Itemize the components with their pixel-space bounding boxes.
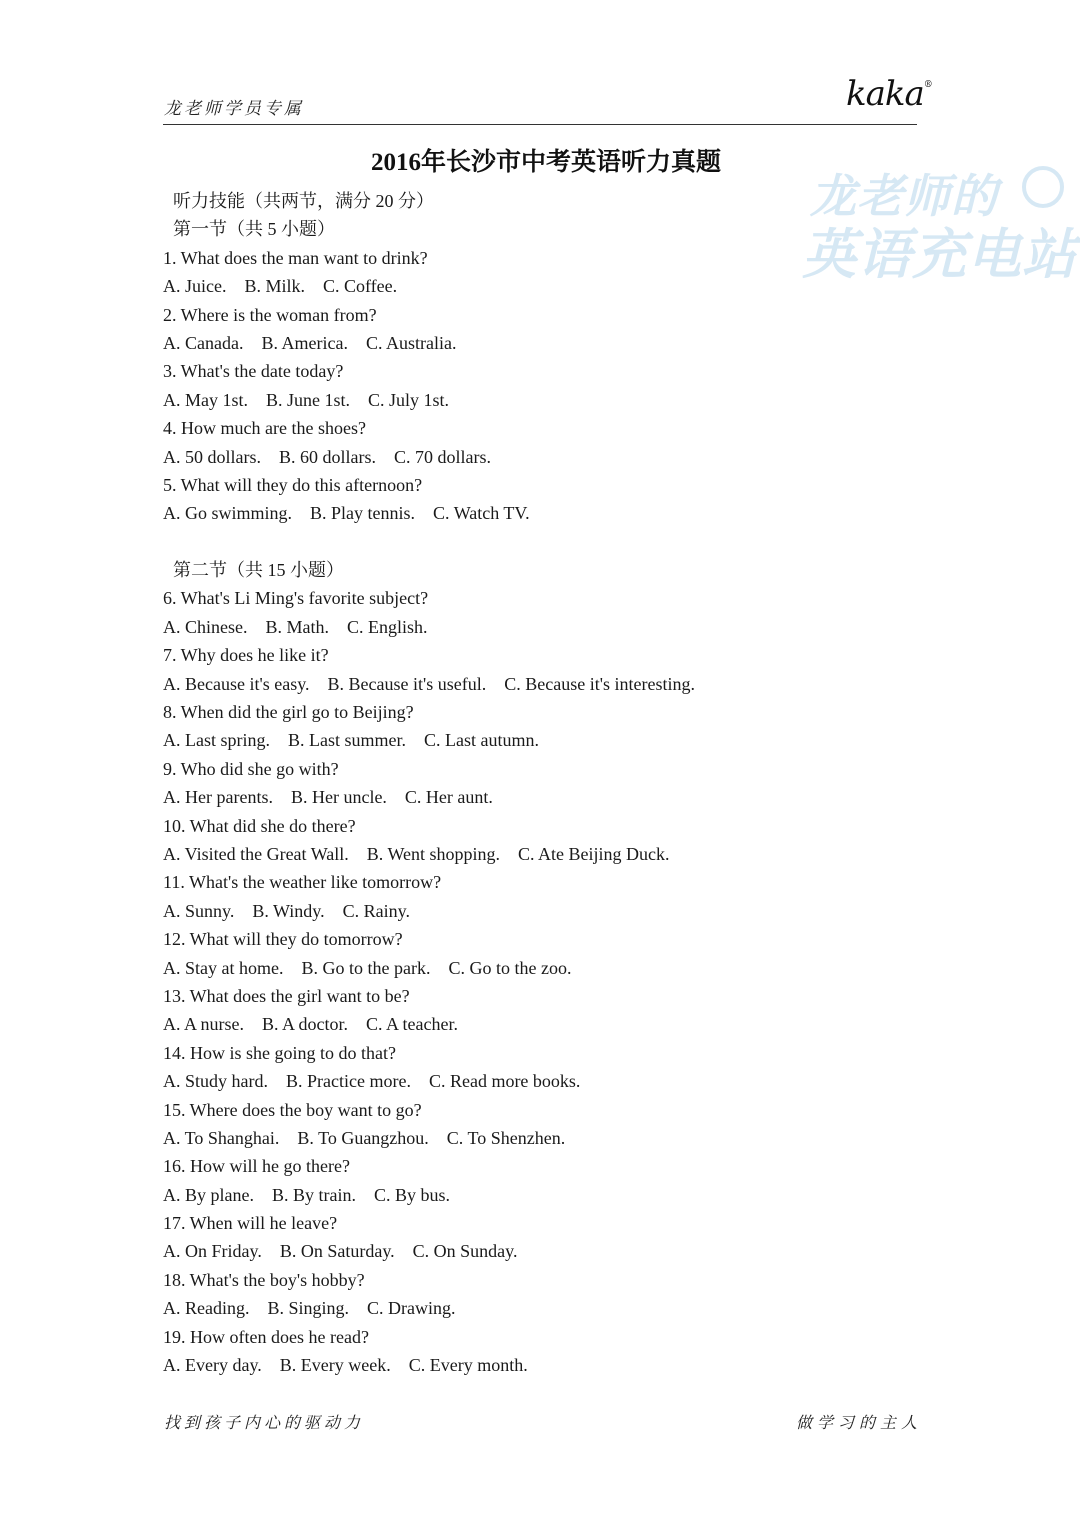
logo-text: kaka (846, 74, 924, 114)
watermark-line2: 英语充电站 (802, 223, 1077, 286)
section-heading: 第二节（共 15 小题） (173, 560, 344, 581)
kaka-logo (846, 74, 932, 114)
answer-options: A. Reading. B. Singing. C. Drawing. (163, 1298, 456, 1319)
blank-line (163, 528, 923, 556)
answer-options: A. Juice. B. Milk. C. Coffee. (163, 276, 398, 297)
answer-options: A. Last spring. B. Last summer. C. Last autumn. (163, 730, 539, 751)
header-divider (163, 124, 917, 125)
question-text: 5. What will they do this afternoon? (163, 474, 423, 495)
question-text: 2. Where is the woman from? (163, 304, 377, 325)
answer-options: A. May 1st. B. June 1st. C. July 1st. (163, 389, 450, 410)
question-text: 17. When will he leave? (163, 1213, 338, 1234)
question-text: 3. What's the date today? (163, 361, 344, 382)
answer-options: A. Go swimming. B. Play tennis. C. Watch TV. (163, 503, 530, 524)
answer-options: A. On Friday. B. On Saturday. C. On Sunday. (163, 1241, 518, 1262)
page-title: 2016年长沙市中考英语听力真题 (370, 149, 721, 176)
answer-options: A. By plane. B. By train. C. By bus. (163, 1184, 450, 1205)
answer-options: A. Sunny. B. Windy. C. Rainy. (163, 900, 410, 921)
footer-slogan-left: 找到孩子内心的驱动力 (164, 1413, 365, 1432)
question-text: 12. What will they do tomorrow? (163, 929, 403, 950)
answer-options: A. Study hard. B. Practice more. C. Read more books. (163, 1071, 581, 1092)
question-text: 4. How much are the shoes? (163, 418, 366, 439)
answer-options: A. Stay at home. B. Go to the park. C. Go to the zoo. (163, 957, 572, 978)
watermark-line1: 龙老师的 (810, 169, 998, 223)
question-list (163, 187, 923, 1379)
question-text: 11. What's the weather like tomorrow? (163, 872, 442, 893)
question-text: 9. Who did she go with? (163, 758, 339, 779)
question-text: 7. Why does he like it? (163, 645, 329, 666)
answer-options: A. Visited the Great Wall. B. Went shopping. C. Ate Beijing Duck. (163, 843, 670, 864)
question-text: 10. What did she do there? (163, 815, 356, 836)
footer-slogan-right: 做学习的主人 (796, 1413, 923, 1432)
question-text: 15. Where does the boy want to go? (163, 1099, 422, 1120)
header-tagline: 龙老师学员专属 (164, 99, 304, 119)
question-text: 16. How will he go there? (163, 1156, 350, 1177)
answer-options: A. A nurse. B. A doctor. C. A teacher. (163, 1014, 458, 1035)
registered-mark: ® (923, 80, 932, 90)
question-text: 18. What's the boy's hobby? (163, 1269, 365, 1290)
question-text: 19. How often does he read? (163, 1326, 369, 1347)
section-heading: 第一节（共 5 小题） (173, 219, 335, 240)
question-text: 1. What does the man want to drink? (163, 247, 428, 268)
answer-options: A. Because it's easy. B. Because it's useful. C. Because it's interesting. (163, 673, 695, 694)
section-heading: 听力技能（共两节，满分 20 分） (173, 191, 434, 211)
answer-options: A. To Shanghai. B. To Guangzhou. C. To Shenzhen. (163, 1127, 566, 1148)
answer-options: A. 50 dollars. B. 60 dollars. C. 70 dollars. (163, 446, 491, 467)
question-text: 8. When did the girl go to Beijing? (163, 702, 414, 723)
answer-options: A. Every day. B. Every week. C. Every month. (163, 1355, 528, 1376)
answer-options: A. Her parents. B. Her uncle. C. Her aunt. (163, 787, 493, 808)
question-text: 6. What's Li Ming's favorite subject? (163, 588, 429, 609)
question-text: 14. How is she going to do that? (163, 1042, 396, 1063)
answer-options: A. Chinese. B. Math. C. English. (163, 616, 428, 637)
answer-options: A. Canada. B. America. C. Australia. (163, 332, 457, 353)
question-text: 13. What does the girl want to be? (163, 985, 410, 1006)
